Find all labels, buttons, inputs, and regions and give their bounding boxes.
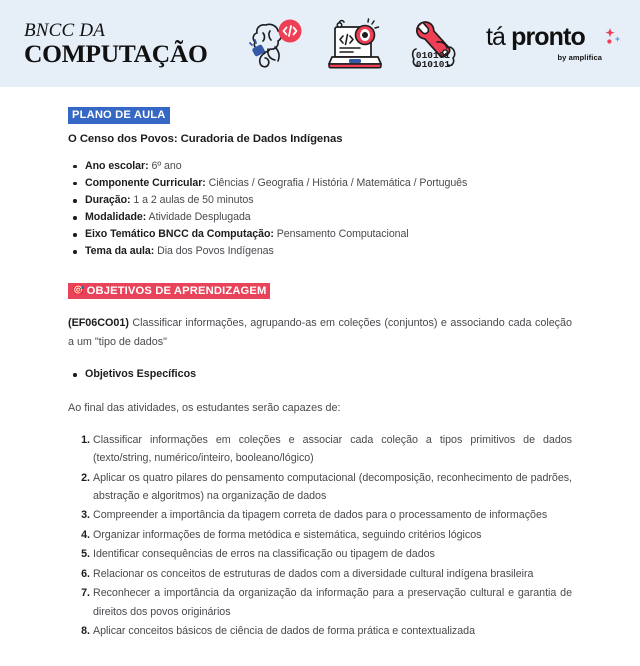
badge-label: OBJETIVOS DE APRENDIZAGEM	[86, 284, 267, 297]
logo-word-pronto: pronto	[511, 23, 585, 51]
target-icon: 🎯	[72, 285, 85, 297]
page-header	[0, 0, 640, 87]
svg-text:010101: 010101	[415, 58, 451, 70]
meta-value: Atividade Desplugada	[146, 211, 251, 224]
objective-item: Relacionar os conceitos de estruturas de dados com a diversidade cultural indígena brasileira	[93, 567, 534, 580]
logo-word-ta: tá	[486, 23, 506, 51]
lesson-metadata-list	[68, 158, 572, 261]
meta-item-componente-curricular	[85, 175, 572, 192]
objective-item: Aplicar os quatro pilares do pensamento computacional (decomposição, reconhecimento de padrões, abstração e algoritmos) na organização de dados	[93, 471, 572, 503]
meta-label: Tema da aula:	[85, 245, 155, 258]
meta-item-modalidade	[85, 209, 572, 226]
objective-item: Classificar informações em coleções e associar cada coleção a tipos primitivos de dados (texto/string, numérico/inteiro, booleano/lógico)	[93, 433, 572, 465]
meta-item-ano-escolar	[85, 158, 572, 175]
logo-byline: by amplifica	[557, 53, 602, 62]
meta-value: 6º ano	[148, 159, 182, 172]
objective-item: Reconhecer a importância da organização da informação para a preservação cultural e garantia de direitos dos povos originários	[93, 587, 572, 618]
meta-label: Ano escolar:	[85, 159, 149, 172]
meta-value: Dia dos Povos Indígenas	[154, 245, 274, 258]
sparkle-icon	[604, 27, 622, 53]
objetivos-especificos-heading: Objetivos Específicos	[85, 366, 572, 383]
meta-item-eixo-tematico	[85, 226, 572, 243]
page-title: O Censo dos Povos: Curadoria de Dados Indígenas	[68, 132, 343, 145]
meta-value: 1 a 2 aulas de 50 minutos	[130, 193, 254, 206]
meta-value: Pensamento Computacional	[273, 228, 409, 241]
objective-item: Organizar informações de forma metódica e sistemática, seguindo critérios lógicos	[93, 528, 482, 541]
meta-item-tema-da-aula	[85, 243, 572, 260]
brand-line-1: BNCC DA	[24, 19, 106, 41]
meta-label: Eixo Temático BNCC da Computação:	[85, 228, 274, 241]
section-spacer	[68, 261, 572, 281]
objective-item: Identificar consequências de erros na classificação ou tipagem de dados	[93, 548, 435, 561]
meta-label: Modalidade:	[85, 211, 147, 224]
svg-text:010101: 010101	[415, 49, 451, 61]
skill-code: (EF06CO01)	[68, 317, 129, 330]
header-icon-cluster	[224, 13, 486, 75]
meta-item-duracao	[85, 192, 572, 209]
objectives-numbered-list	[68, 431, 572, 640]
meta-value: Ciências / Geografia / História / Matemática / Português	[205, 176, 468, 189]
skill-description: Classificar informações, agrupando-as em coleções (conjuntos) e associando cada coleção a um "tipo de dados"	[68, 317, 572, 348]
lesson-plan-body	[0, 87, 640, 640]
bncc-brand-logo	[24, 21, 214, 67]
objetivos-aprendizagem-badge	[68, 283, 270, 300]
objective-item: Aplicar conceitos básicos de ciência de dados de forma prática e contextualizada	[93, 624, 475, 637]
meta-label: Componente Curricular:	[85, 176, 206, 189]
brand-line-2: COMPUTAÇÃO	[24, 38, 208, 68]
specific-objectives-heading-list	[68, 366, 572, 383]
objective-item: Compreender a importância da tipagem correta de dados para o processamento de informações	[93, 509, 548, 522]
brain-code-icon	[246, 13, 308, 75]
bncc-skill-paragraph	[68, 314, 572, 351]
objectives-lead-in: Ao final das atividades, os estudantes serão capazes de:	[68, 401, 341, 414]
wrench-binary-icon	[402, 13, 464, 75]
tapronto-wordmark	[486, 25, 618, 50]
laptop-eye-icon	[324, 13, 386, 75]
tapronto-logo	[486, 25, 622, 62]
meta-label: Duração:	[85, 193, 131, 206]
plano-de-aula-badge: PLANO DE AULA	[68, 107, 170, 124]
